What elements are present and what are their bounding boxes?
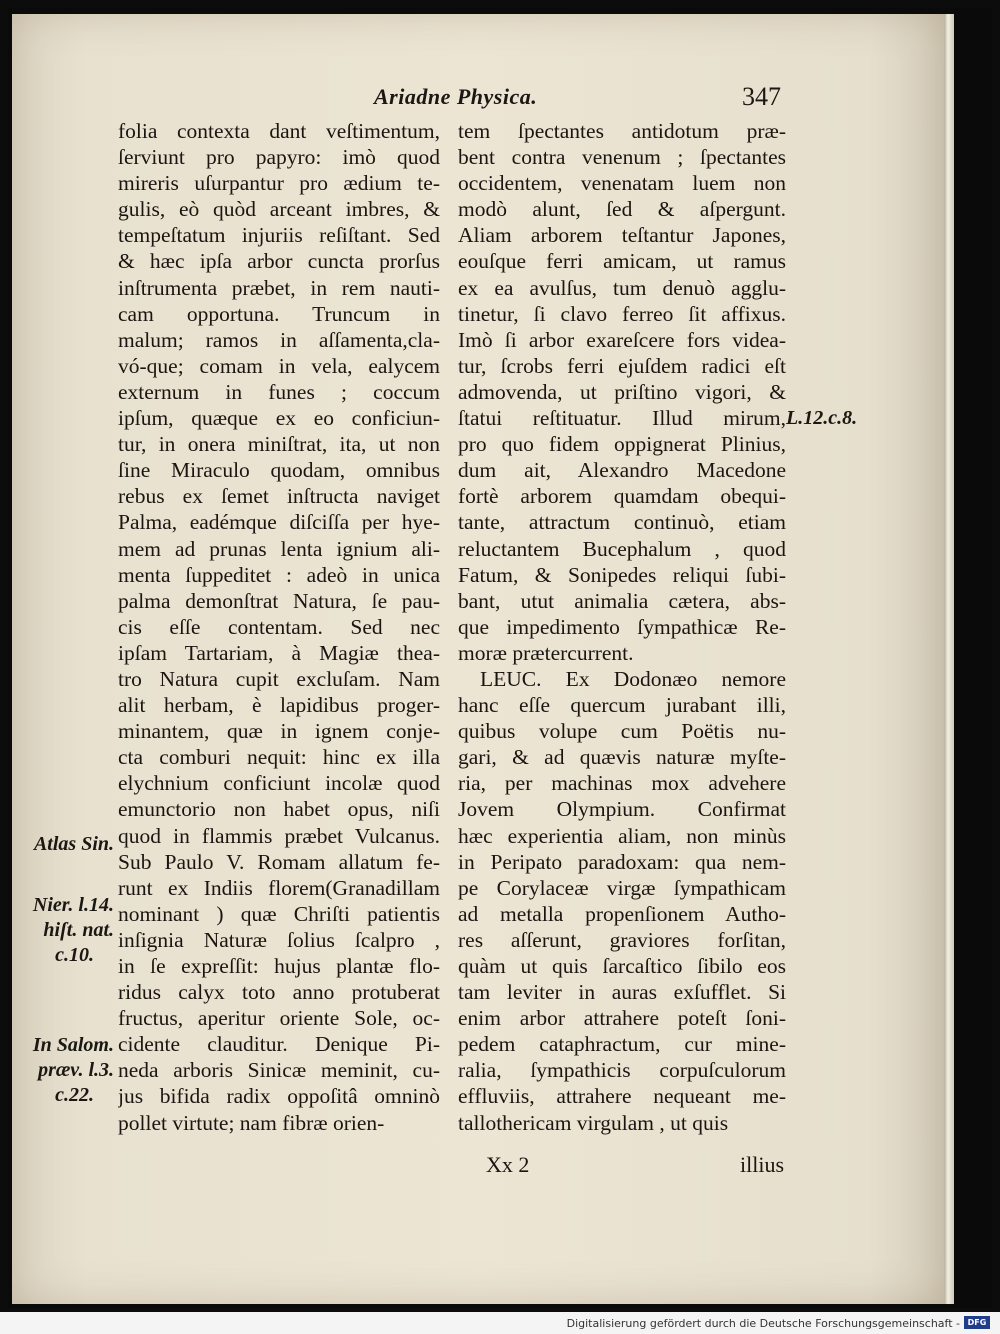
text-line: ſerviunt pro papyro: imò quod xyxy=(118,145,440,170)
text-line: neda arboris Sinicæ meminit, cu- xyxy=(118,1058,440,1083)
text-line: ſine Miraculo quodam, omnibus xyxy=(118,458,440,483)
text-line: cam opportuna. Truncum in xyxy=(118,301,440,326)
text-line: mireris uſurpantur pro ædium te- xyxy=(118,171,440,196)
text-line: vó-que; comam in vela, ealycem xyxy=(118,353,440,378)
margin-note-salom-1: In Salom. xyxy=(32,1034,114,1056)
text-line: nominant ) quæ Chriſti patientis xyxy=(118,901,440,926)
text-line: occidentem, venenatam luem non xyxy=(458,171,786,196)
text-line: ad metalla propenſionem Autho- xyxy=(458,901,786,926)
catchword: illius xyxy=(740,1152,785,1177)
text-line: alit herbam, è lapidibus proger- xyxy=(118,693,440,718)
text-line: Imò ſi arbor exareſcere fors videa- xyxy=(458,327,786,352)
text-line: reluctantem Bucephalum , quod xyxy=(458,536,786,561)
text-line: gari, & ad quævis naturæ myſte- xyxy=(458,745,786,770)
text-line: fructus, aperitur oriente Sole, oc- xyxy=(118,1006,440,1031)
digitization-credit: Digitalisierung gefördert durch die Deutsche Forschungsgemeinschaft - xyxy=(566,1317,960,1330)
text-line: inſtrumenta præbet, in rem nauti- xyxy=(118,275,440,300)
text-line: enim arbor attrahere poteſt ſoni- xyxy=(458,1006,786,1031)
text-line: emunctorio non habet opus, niſi xyxy=(118,797,440,822)
text-line: tur, in onera miniſtrat, ita, ut non xyxy=(118,432,440,457)
text-line: dum ait, Alexandro Macedone xyxy=(458,458,786,483)
text-line: effluviis, attrahere nequeant me- xyxy=(458,1084,786,1109)
text-line: cis eſſe contentam. Sed nec xyxy=(118,614,440,639)
margin-note-salom-2: præv. l.3. xyxy=(38,1059,114,1081)
text-line: tam leviter in auras exſufflet. Si xyxy=(458,980,786,1005)
text-line: tur, ſcrobs ferri ejuſdem radici eſt xyxy=(458,353,786,378)
text-line: ria, per machinas mox advehere xyxy=(458,771,786,796)
text-line: quibus volupe cum Poëtis nu- xyxy=(458,719,786,744)
text-line: res aſſerunt, graviores forſitan, xyxy=(458,927,786,952)
text-line: hanc eſſe quercum jurabant illi, xyxy=(458,693,786,718)
text-line: moræ prætercurrent. xyxy=(458,640,634,665)
text-line: tro Natura cupit excluſam. Nam xyxy=(118,666,440,691)
text-line: jus bifida radix oppoſitâ omninò xyxy=(118,1084,440,1109)
left-text-column xyxy=(118,118,440,1136)
text-line: Aliam arborem teſtantur Japones, xyxy=(458,223,786,248)
text-line: ſtatui reſtituatur. Illud mirum, xyxy=(458,406,786,431)
text-line: minantem, quæ in ignem conje- xyxy=(118,719,440,744)
text-line: pedem cataphractum, cur mine- xyxy=(458,1032,786,1057)
text-line: fortè arborem quamdam obequi- xyxy=(458,484,786,509)
text-line: folia contexta dant veſtimentum, xyxy=(118,119,440,143)
text-line: ipſam Tartariam, à Magiæ thea- xyxy=(118,640,440,665)
text-line: tempeſtatum injuriis reſiſtant. Sed xyxy=(118,223,440,248)
text-line: menta ſuppeditet : adeò in unica xyxy=(118,562,440,587)
text-line: elychnium conficiunt incolæ quod xyxy=(118,771,440,796)
running-title: Ariadne Physica. xyxy=(374,84,538,109)
text-line: gulis, eò quòd arceant imbres, & xyxy=(118,197,440,222)
text-line: tinetur, ſi clavo ferreo ſit affixus. xyxy=(458,301,786,326)
text-line: tallothericam virgulam , ut quis xyxy=(458,1110,729,1135)
text-line: hæc experientia aliam, non minùs xyxy=(458,823,786,848)
text-line: & hæc ipſa arbor cuncta prorſus xyxy=(118,249,440,274)
text-line: tante, attractum continuò, etiam xyxy=(458,510,786,535)
dfg-logo: DFG xyxy=(964,1316,990,1329)
text-line: pe Corylaceæ virgæ ſympathicam xyxy=(458,875,786,900)
text-line: LEUC. Ex Dodonæo nemore xyxy=(480,666,786,691)
text-line: palma demonſtrat Natura, ſe pau- xyxy=(118,588,440,613)
text-line: externum in funes ; coccum xyxy=(118,379,440,404)
text-line: malum; ramos in aſſamenta,cla- xyxy=(118,327,440,352)
text-line: Palma, eadémque diſciſſa per hye- xyxy=(118,510,440,535)
page-number: 347 xyxy=(742,82,781,111)
margin-note-atlas: Atlas Sin. xyxy=(33,833,114,855)
text-line: runt ex Indiis florem(Granadillam xyxy=(118,875,440,900)
text-line: modò alunt, ſed & aſpergunt. xyxy=(458,197,786,222)
text-line: mem ad prunas lenta ignium ali- xyxy=(118,536,440,561)
margin-note-nier-1: Nier. l.14. xyxy=(32,894,114,916)
text-line: Sub Paulo V. Romam allatum fe- xyxy=(118,849,440,874)
text-line: quàm ut quis ſarcaſtico ſibilo eos xyxy=(458,954,786,978)
margin-note-salom-3: c.22. xyxy=(55,1084,94,1106)
text-line: in ſe expreſſit: hujus plantæ flo- xyxy=(118,954,440,978)
text-line: ridus calyx toto anno protuberat xyxy=(118,980,440,1005)
text-line: cta comburi nequit: hinc ex illa xyxy=(118,745,440,770)
text-line: admovenda, ut priſtino vigori, & xyxy=(458,379,786,404)
signature-mark: Xx 2 xyxy=(486,1152,530,1177)
text-line: bant, utut animalia cætera, abs- xyxy=(458,588,786,613)
text-line: ralia, ſympathicis corpuſculorum xyxy=(458,1058,786,1083)
text-line: quod in flammis præbet Vulcanus. xyxy=(118,823,440,848)
text-line: que impedimento ſympathicæ Re- xyxy=(458,614,786,639)
right-text-column xyxy=(458,118,786,1136)
text-line: pro quo fidem oppignerat Plinius, xyxy=(458,432,786,457)
text-line: Jovem Olympium. Confirmat xyxy=(458,797,786,822)
text-line: tem ſpectantes antidotum præ- xyxy=(458,119,786,143)
text-line: rebus ex ſemet inſtructa naviget xyxy=(118,484,440,509)
text-line: ipſum, quæque ex eo conficiun- xyxy=(118,406,440,431)
margin-note-nier-3: c.10. xyxy=(55,944,94,966)
text-line: inſignia Naturæ ſolius ſcalpro , xyxy=(118,927,440,952)
text-line: bent contra venenum ; ſpectantes xyxy=(458,145,786,170)
text-line: eouſque ferri amicam, ut ramus xyxy=(458,249,786,274)
text-line: Fatum, & Sonipedes reliqui ſubi- xyxy=(458,562,786,587)
page-edge xyxy=(944,14,954,1304)
margin-note-right: L.12.c.8. xyxy=(786,407,858,429)
text-line: pollet virtute; nam fibræ orien- xyxy=(118,1110,385,1135)
text-line: ex ea avulſus, tum denuò agglu- xyxy=(458,275,786,300)
margin-note-nier-2: hiſt. nat. xyxy=(43,919,114,941)
text-line: cidente clauditur. Denique Pi- xyxy=(118,1032,440,1057)
text-line: in Peripato paradoxam: qua nem- xyxy=(458,849,786,874)
